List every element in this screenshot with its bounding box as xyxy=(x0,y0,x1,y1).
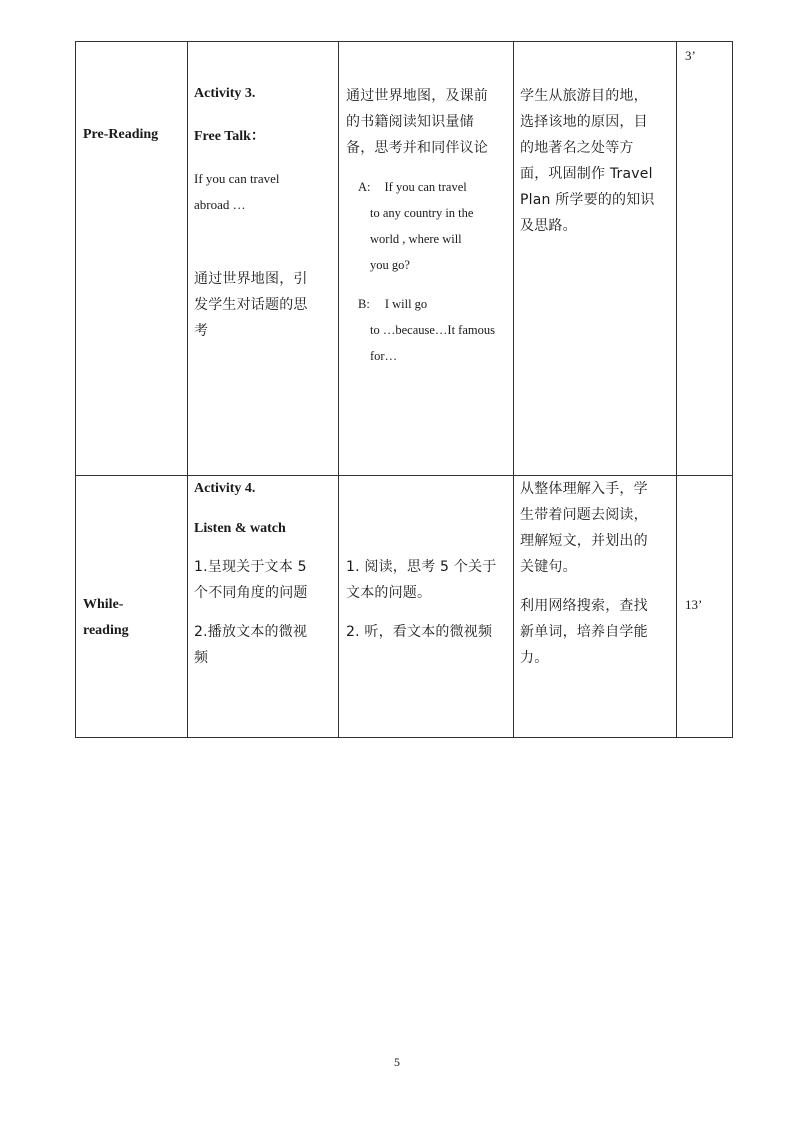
text-line: 2.播放文本的微视 xyxy=(194,624,308,640)
text-line: 1. 阅读，思考 5 个关于 xyxy=(346,559,497,575)
text-line: 利用网络搜索，查找 xyxy=(520,598,648,614)
stage-cell xyxy=(76,42,188,476)
dialogue-line: world , where will xyxy=(370,232,462,246)
time-value: 13’ xyxy=(685,597,703,612)
purpose-cell xyxy=(514,42,677,476)
text-line: 力。 xyxy=(520,650,549,666)
student-description xyxy=(346,83,488,161)
text-line: 考 xyxy=(194,323,209,339)
stage-label: Pre-Reading xyxy=(83,127,159,142)
teacher-item-1 xyxy=(194,554,308,606)
text-line: 的书籍阅读知识量储 xyxy=(346,114,474,130)
text-line: 及思路。 xyxy=(520,218,577,234)
text-line: 备，思考并和同伴议论 xyxy=(346,140,488,156)
purpose-text xyxy=(520,83,655,239)
text-line: 选择该地的原因，目 xyxy=(520,114,648,130)
text-line: 关键句。 xyxy=(520,559,577,575)
text-line: 通过世界地图，及课前 xyxy=(346,88,488,104)
time-cell xyxy=(677,42,733,476)
text-line: 个不同角度的问题 xyxy=(194,585,308,601)
teacher-prompt-line: If you can travel xyxy=(194,171,280,186)
student-item-1 xyxy=(346,554,496,606)
purpose-cell xyxy=(514,476,677,738)
time-value: 3’ xyxy=(685,48,696,63)
text-line: 2. 听，看文本的微视频 xyxy=(346,624,493,640)
stage-cell xyxy=(76,476,188,738)
student-activity-cell xyxy=(339,42,514,476)
activity-subtitle: Listen & watch xyxy=(194,521,286,536)
time-cell xyxy=(677,476,733,738)
text-line: 通过世界地图，引 xyxy=(194,271,308,287)
page-number: 5 xyxy=(394,1055,400,1069)
table-row xyxy=(76,42,733,476)
dialogue-label: B: xyxy=(358,297,370,311)
text-line: 新单词，培养自学能 xyxy=(520,624,648,640)
activity-title: Activity 4. xyxy=(194,481,256,496)
teacher-item-2 xyxy=(194,619,307,671)
teacher-prompt-line: abroad … xyxy=(194,197,246,212)
student-item-2 xyxy=(346,619,492,645)
text-line: 发学生对话题的思 xyxy=(194,297,308,313)
text-line: 学生从旅游目的地， xyxy=(520,88,648,104)
text-line: 1.呈现关于文本 5 xyxy=(194,559,307,575)
activity-title: Activity 3. xyxy=(194,86,256,101)
purpose-text-2 xyxy=(520,593,648,671)
text-line: 生带着问题去阅读， xyxy=(520,507,648,523)
teacher-activity-cell xyxy=(188,476,339,738)
stage-label-line: While- xyxy=(83,597,124,612)
stage-label-line: reading xyxy=(83,623,129,638)
dialogue-line: to …because…It famous xyxy=(370,323,495,337)
dialogue-a xyxy=(358,174,473,278)
teacher-prompt xyxy=(194,166,280,218)
text-line: Plan 所学要的的知识 xyxy=(520,192,655,208)
lesson-plan-table xyxy=(75,41,733,738)
dialogue-line: for… xyxy=(370,349,398,363)
text-line: 频 xyxy=(194,650,209,666)
dialogue-b xyxy=(358,291,495,369)
student-activity-cell xyxy=(339,476,514,738)
text-line: 文本的问题。 xyxy=(346,585,432,601)
dialogue-line: to any country in the xyxy=(370,206,474,220)
dialogue-line: I will go xyxy=(384,297,428,311)
purpose-text-1 xyxy=(520,476,648,580)
dialogue-line: you go? xyxy=(370,258,410,272)
text-line: 面，巩固制作 Travel xyxy=(520,166,653,182)
text-line: 理解短文，并划出的 xyxy=(520,533,648,549)
stage-label xyxy=(83,592,129,644)
text-line: 的地著名之处等方 xyxy=(520,140,634,156)
activity-subtitle: Free Talk： xyxy=(194,129,265,144)
dialogue-label: A: xyxy=(358,180,371,194)
table-row xyxy=(76,476,733,738)
dialogue-line: If you can travel xyxy=(384,180,467,194)
teacher-activity-cell xyxy=(188,42,339,476)
teacher-description xyxy=(194,266,308,344)
text-line: 从整体理解入手，学 xyxy=(520,481,648,497)
